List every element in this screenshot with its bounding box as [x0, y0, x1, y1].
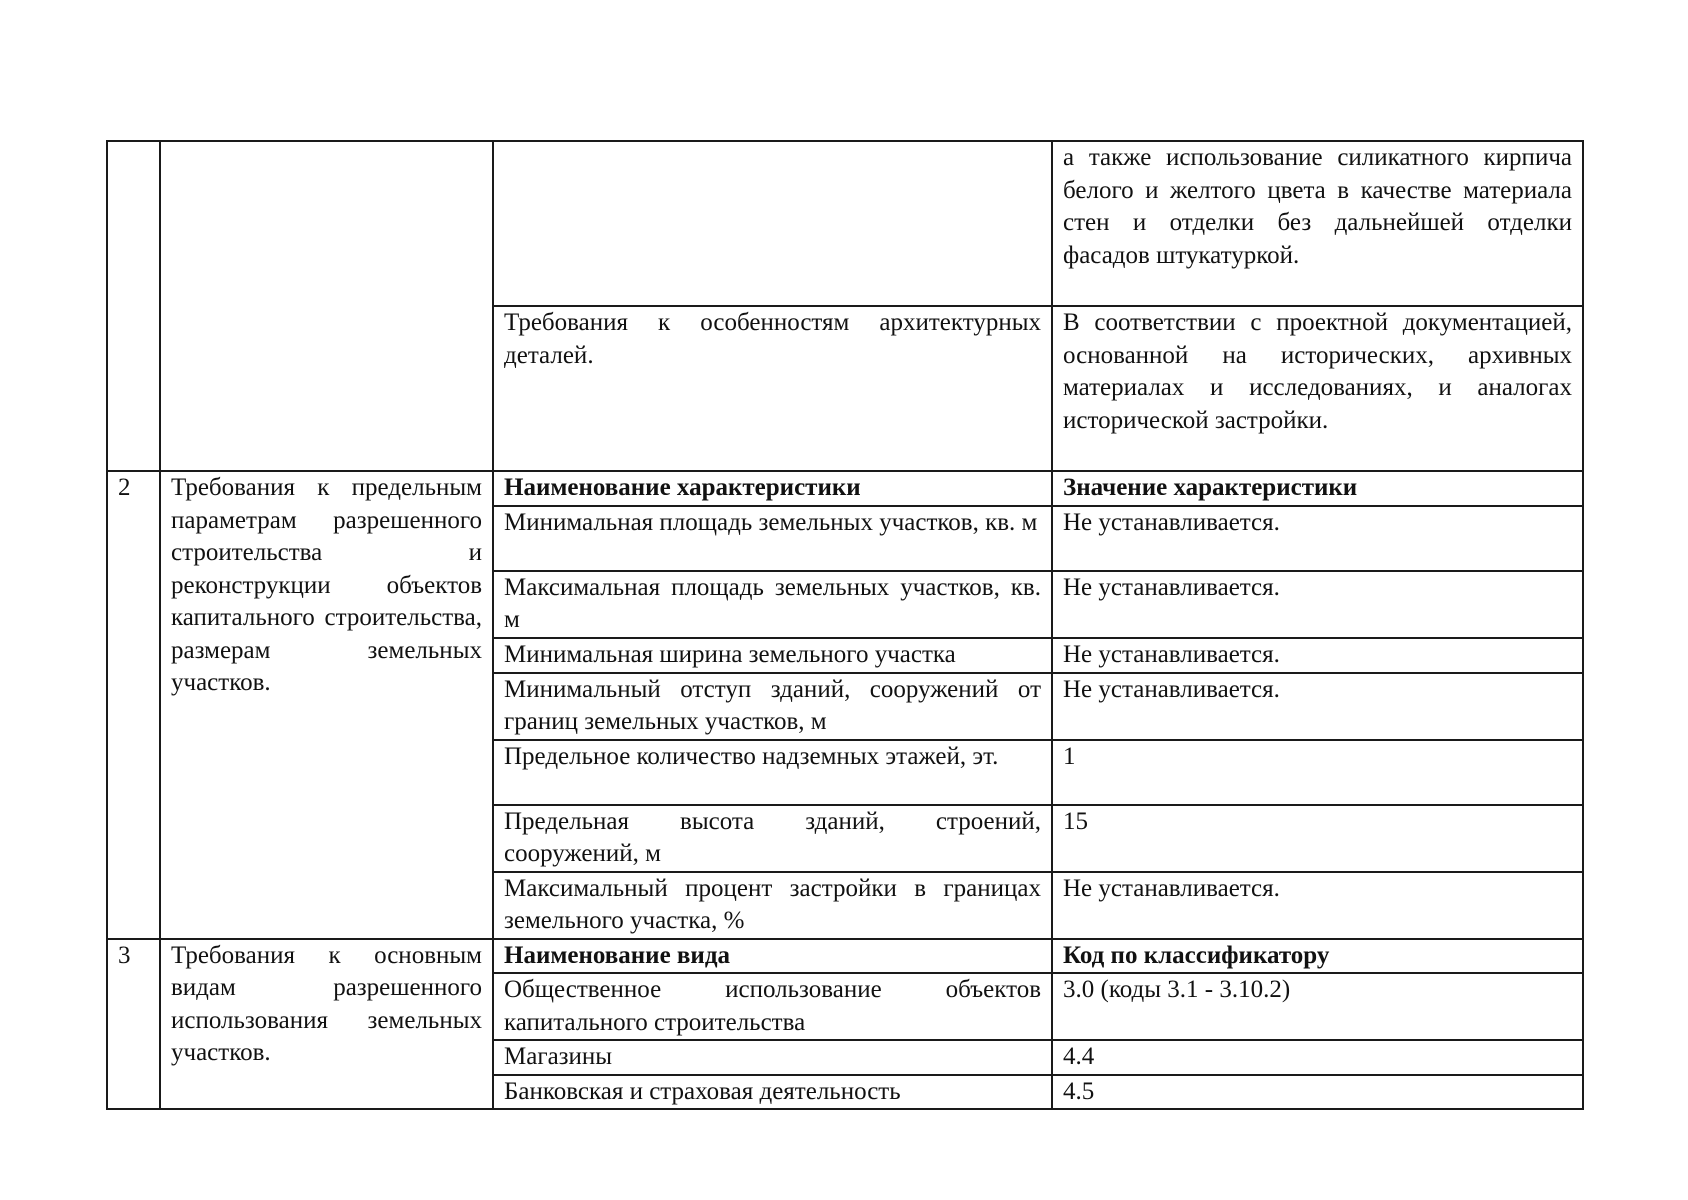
characteristic-name-cell: Предельное количество надземных этажей, эт.: [493, 740, 1052, 805]
use-type-name-cell: Магазины: [493, 1040, 1052, 1075]
column-header-name: Наименование характеристики: [493, 471, 1052, 506]
classifier-code-cell: 3.0 (коды 3.1 - 3.10.2): [1052, 973, 1583, 1040]
row-number-cell: [107, 141, 160, 471]
characteristic-name-cell: Минимальный отступ зданий, сооружений от границ земельных участков, м: [493, 673, 1052, 740]
use-type-name-cell: Общественное использование объектов капитального строительства: [493, 973, 1052, 1040]
requirement-title-cell: [160, 141, 493, 471]
characteristic-name-cell: Максимальный процент застройки в границах земельного участка, %: [493, 872, 1052, 939]
characteristic-name-cell: Минимальная ширина земельного участка: [493, 638, 1052, 673]
characteristic-value-cell: Не устанавливается.: [1052, 638, 1583, 673]
column-header-value: Код по классификатору: [1052, 939, 1583, 974]
characteristic-name-cell: Минимальная площадь земельных участков, кв. м: [493, 506, 1052, 571]
characteristic-value-cell: 15: [1052, 805, 1583, 872]
characteristic-name-cell: Требования к особенностям архитектурных деталей.: [493, 306, 1052, 471]
classifier-code-cell: 4.4: [1052, 1040, 1583, 1075]
section-number: 2: [107, 471, 160, 939]
classifier-code-cell: 4.5: [1052, 1075, 1583, 1110]
use-type-name-cell: Банковская и страховая деятельность: [493, 1075, 1052, 1110]
characteristic-value-cell: В соответствии с проектной документацией, основанной на исторических, архивных материалах и исследованиях, и аналогах исторической застройки.: [1052, 306, 1583, 471]
requirements-table: [106, 140, 1584, 1110]
table-row: [107, 471, 1583, 506]
table-row: [107, 141, 1583, 306]
section-title: Требования к предельным параметрам разрешенного строительства и реконструкции объектов капитального строительства, размерам земельных участков.: [160, 471, 493, 939]
characteristic-value-cell: Не устанавливается.: [1052, 571, 1583, 638]
characteristic-value-cell: Не устанавливается.: [1052, 872, 1583, 939]
characteristic-value-cell: 1: [1052, 740, 1583, 805]
characteristic-name-cell: Предельная высота зданий, строений, сооружений, м: [493, 805, 1052, 872]
table-row: [107, 939, 1583, 974]
section-number: 3: [107, 939, 160, 1110]
characteristic-value-cell: а также использование силикатного кирпича белого и желтого цвета в качестве материала стен и отделки без дальнейшей отделки фасадов штукатуркой.: [1052, 141, 1583, 306]
characteristic-value-cell: Не устанавливается.: [1052, 506, 1583, 571]
characteristic-name-cell: [493, 141, 1052, 306]
column-header-name: Наименование вида: [493, 939, 1052, 974]
characteristic-name-cell: Максимальная площадь земельных участков, кв. м: [493, 571, 1052, 638]
characteristic-value-cell: Не устанавливается.: [1052, 673, 1583, 740]
column-header-value: Значение характеристики: [1052, 471, 1583, 506]
section-title: Требования к основным видам разрешенного использования земельных участков.: [160, 939, 493, 1110]
